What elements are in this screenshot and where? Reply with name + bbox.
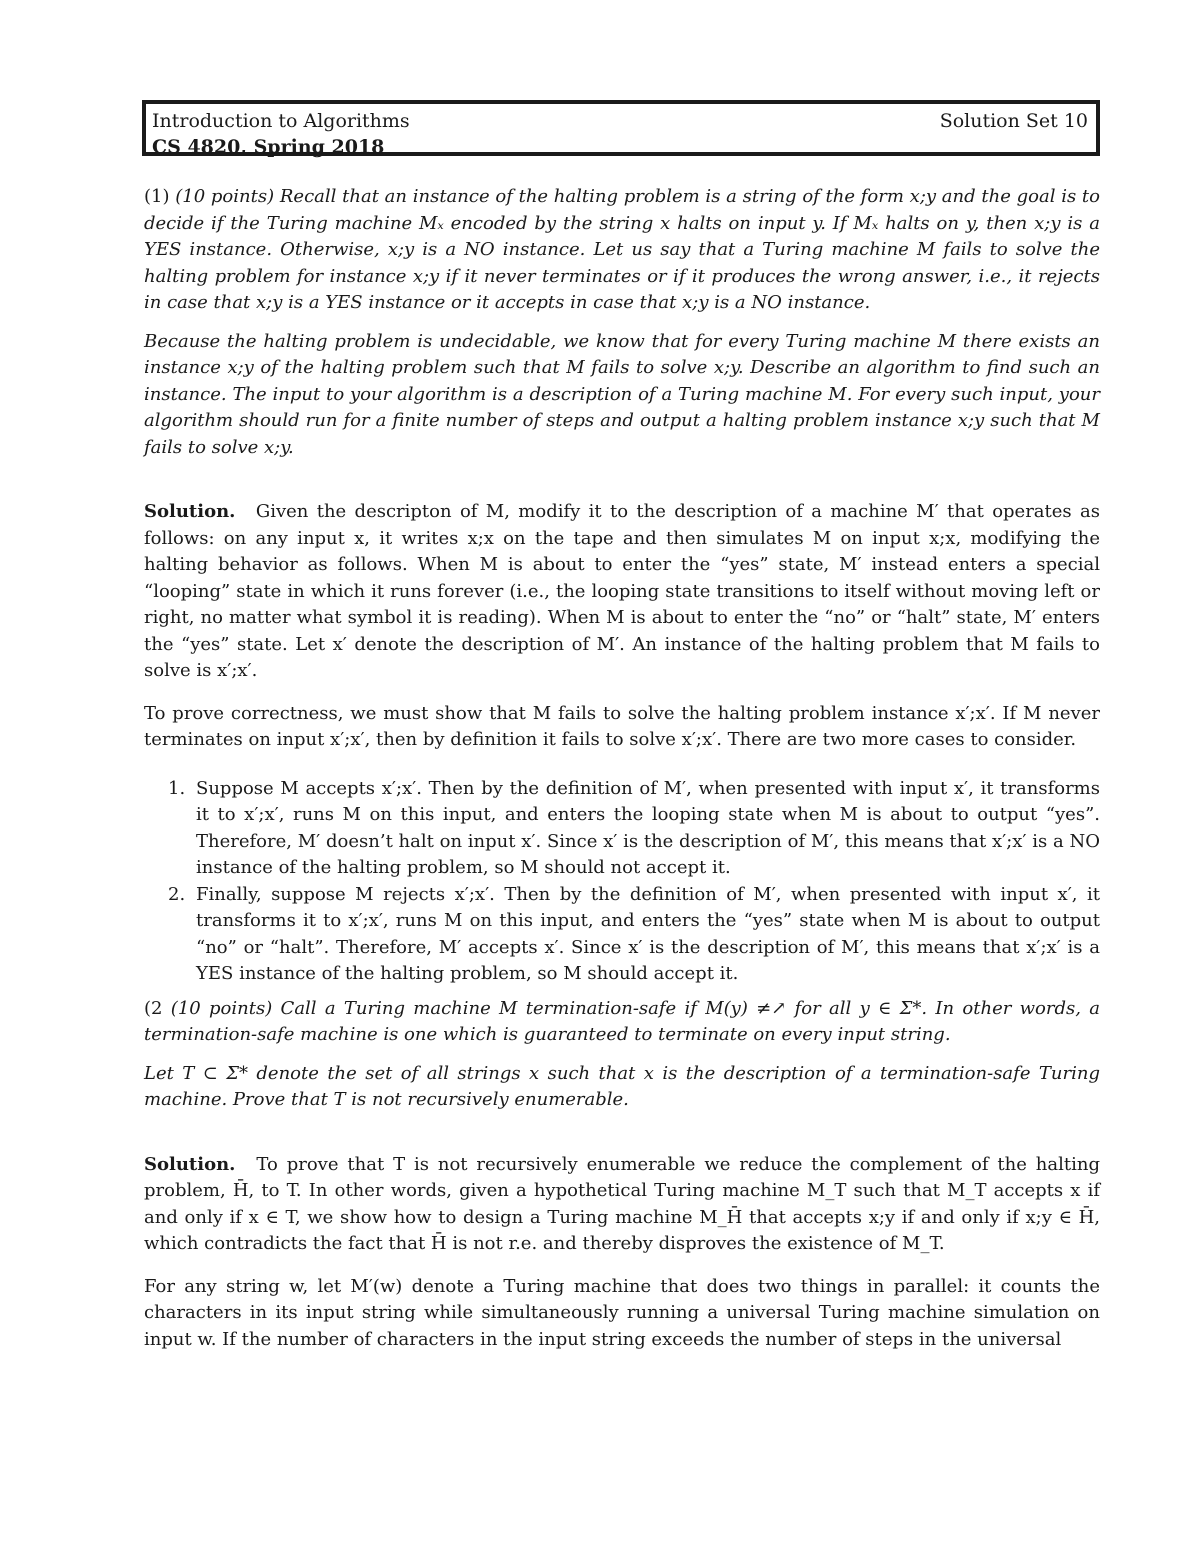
q2-solution-label: Solution. — [144, 1153, 236, 1175]
q2-prompt — [144, 996, 1100, 1049]
header-box — [142, 100, 1100, 156]
case-number: 2. — [168, 883, 186, 905]
q1-solution-label: Solution. — [144, 501, 236, 522]
set-label: Solution Set 10 — [939, 110, 1088, 132]
q2-para1: Call a Turing machine M termination-safe if M(y) ≠↗ for all y ∈ Σ*. In other words, a termination-safe machine is one which is guaranteed to terminate on every input string. — [144, 997, 1100, 1045]
q2-sol1: To prove that T is not recursively enumerable we reduce the complement of the halting problem, H̄, to T. In other words, given a hypothetical Turing machine M_T such that M_T accepts x if and only if x ∈ T, we show how to design a Turing machine M_H̄ that accepts x;y if and only if x;y ∈ H̄, which contradicts the fact that H̄ is not r.e. and thereby disproves the existence of M_T. — [144, 1153, 1100, 1254]
q2-para2: Let T ⊂ Σ* denote the set of all strings x such that x is the description of a termination-safe Turing machine. Prove that T is not recursively enumerable. — [144, 1062, 1100, 1110]
q2-number: (2 — [144, 997, 163, 1019]
q1-para2: Because the halting problem is undecidable, we know that for every Turing machine M there exists an instance x;y of the halting problem such that M fails to solve x;y. Describe an algorithm to find such an instance. The input to your algorithm is a description of a Turing machine M. For every such input, your algorithm should run for a finite number of steps and output a halting problem instance x;y such that M fails to solve x;y. — [144, 330, 1100, 458]
q1-number: (1) — [144, 186, 170, 207]
q2-points: (10 points) — [170, 997, 273, 1019]
case-item — [144, 882, 1100, 988]
q1-cases — [144, 776, 1100, 988]
q1-points: (10 points) — [175, 186, 275, 207]
case-text: Finally, suppose M rejects x′;x′. Then by the definition of M′, when presented with input x′, it transforms it to x′;x′, runs M on this input, and enters the “yes” state when M is about to output “no” or “halt”. Therefore, M′ accepts x′. Since x′ is the description of M′, this means that x′;x′ is a YES instance of the halting problem, so M should accept it. — [196, 883, 1100, 984]
q2-solution — [144, 1152, 1100, 1258]
header-row — [152, 108, 1088, 134]
course-title: Introduction to Algorithms — [152, 110, 410, 132]
q1-sol2: To prove correctness, we must show that M fails to solve the halting problem instance x′;x′. If M never terminates on input x′;x′, then by definition it fails to solve x′;x′. There are two more cases to consider. — [144, 702, 1100, 750]
case-text: Suppose M accepts x′;x′. Then by the definition of M′, when presented with input x′, it transforms it to x′;x′, runs M on this input, and enters the looping state when M is about to output “yes”. Therefore, M′ doesn’t halt on input x′. Since x′ is the description of M′, this means that x′;x′ is a NO instance of the halting problem, so M should not accept it. — [196, 777, 1100, 878]
course-code: CS 4820, Spring 2018 — [152, 136, 385, 158]
document-page — [144, 100, 1100, 1353]
case-item — [144, 776, 1100, 882]
q1-solution — [144, 499, 1100, 685]
case-number: 1. — [168, 777, 186, 799]
q1-para1: Recall that an instance of the halting problem is a string of the form x;y and the goal is to decide if the Turing machine Mₓ encoded by the string x halts on input y. If Mₓ halts on y, then x;y is a YES instance. Otherwise, x;y is a NO instance. Let us say that a Turing machine M fails to solve the halting problem for instance x;y if it never terminates or if it produces the wrong answer, i.e., it rejects in case that x;y is a YES instance or it accepts in case that x;y is a NO instance. — [144, 186, 1100, 313]
q1-prompt — [144, 184, 1100, 317]
q2-sol2: For any string w, let M′(w) denote a Turing machine that does two things in parallel: it counts the characters in its input string while simultaneously running a universal Turing machine simulation on input w. If the number of characters in the input string exceeds the number of steps in the universal — [144, 1275, 1100, 1350]
q1-sol1: Given the descripton of M, modify it to the description of a machine M′ that operates as follows: on any input x, it writes x;x on the tape and then simulates M on input x;x, modifying the halting behavior as follows. When M is about to enter the “yes” state, M′ instead enters a special “looping” state in which it runs forever (i.e., the looping state transitions to itself without moving left or right, no matter what symbol it is reading). When M is about to enter the “no” or “halt” state, M′ enters the “yes” state. Let x′ denote the description of M′. An instance of the halting problem that M fails to solve is x′;x′. — [144, 501, 1100, 681]
